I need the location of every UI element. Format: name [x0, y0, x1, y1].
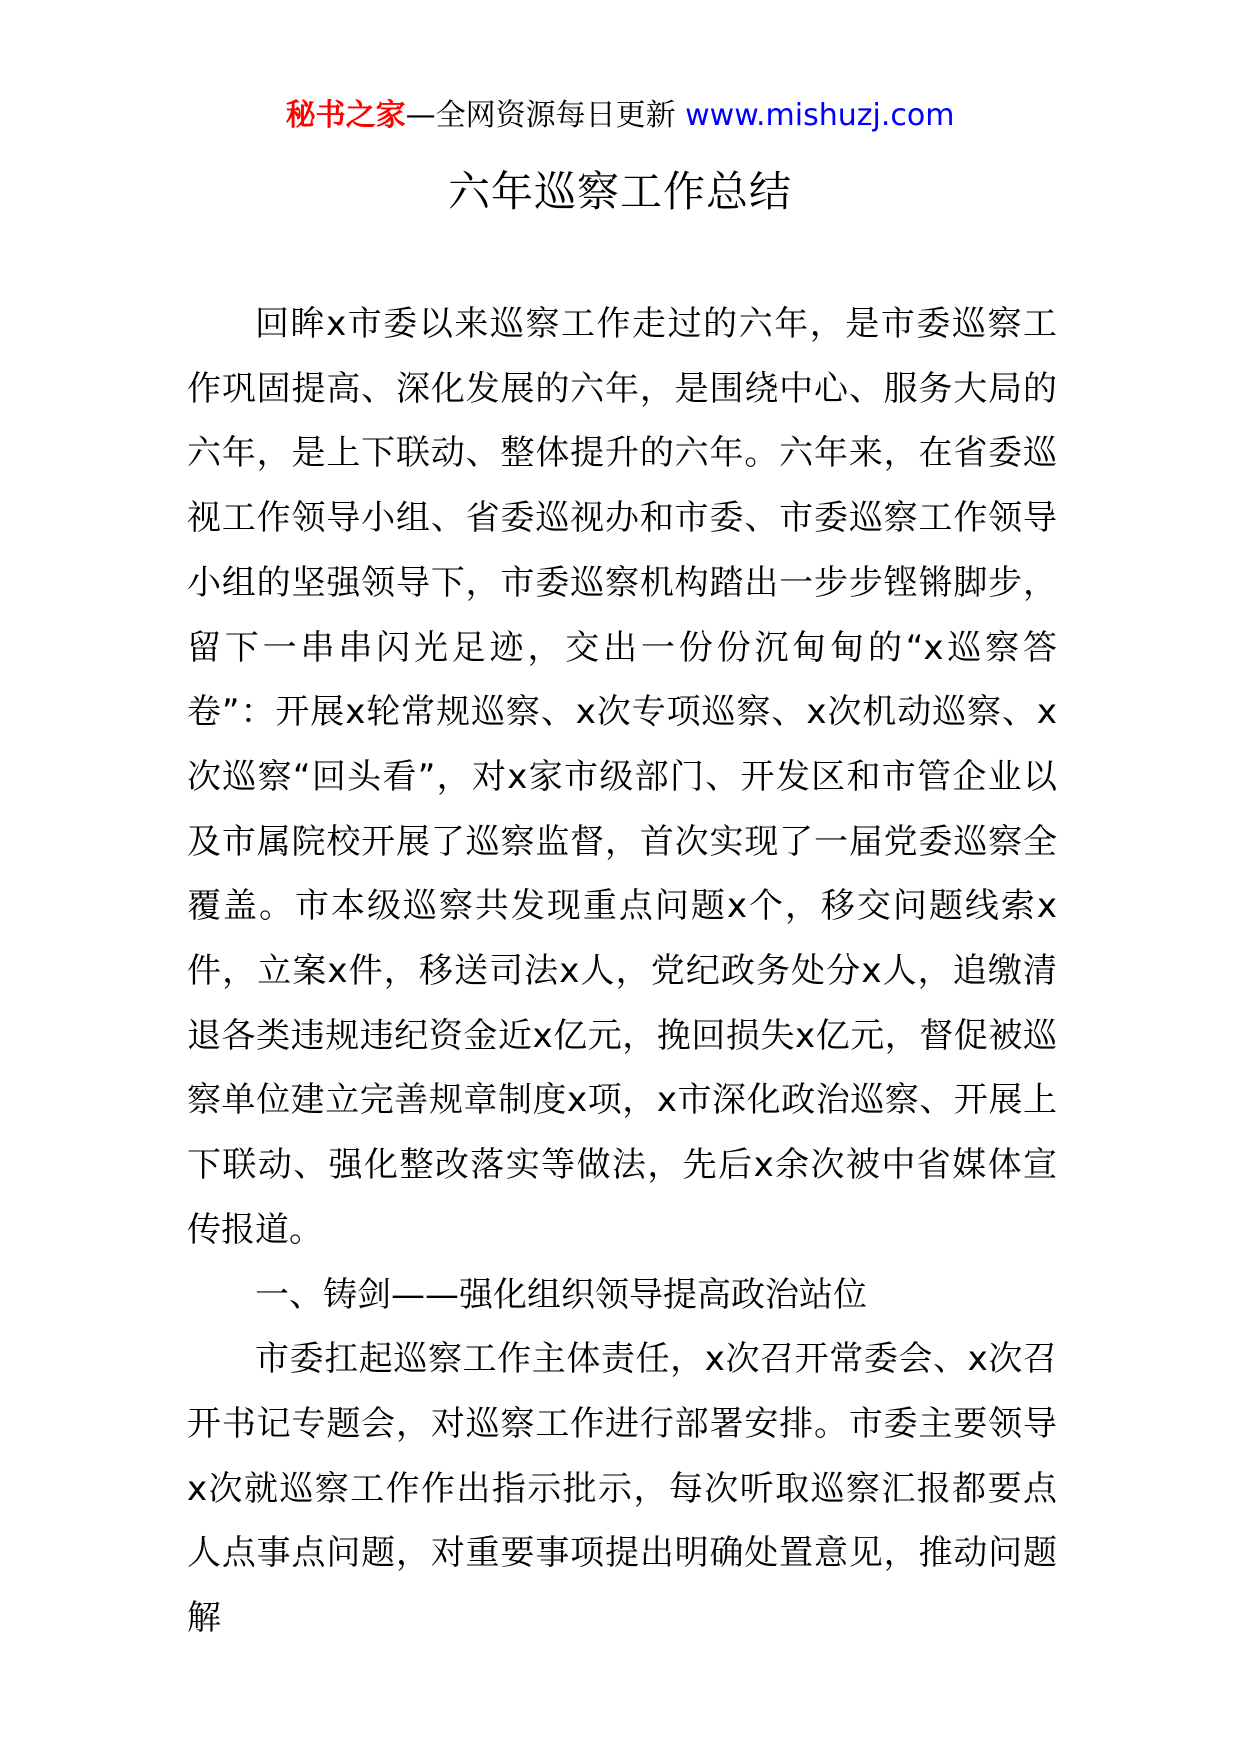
site-tagline: —全网资源每日更新	[405, 98, 686, 133]
document-title: 六年巡察工作总结	[447, 167, 792, 216]
body-paragraph: 市委扛起巡察工作主体责任，x次召开常委会、x次召开书记专题会，对巡察工作进行部署安排。市委主要领导x次就巡察工作作出指示批示，每次听取巡察汇报都要点人点事点问题，对重要事项提出明确处置意见，推动问题解	[187, 1339, 1057, 1639]
site-brand-name: 秘书之家	[285, 98, 406, 133]
section-heading: 一、铸剑——强化组织领导提高政治站位	[255, 1274, 867, 1315]
site-banner	[0, 96, 1240, 136]
document-body	[187, 292, 1057, 1651]
site-url: www.mishuzj.com	[685, 98, 955, 133]
intro-paragraph: 回眸x市委以来巡察工作走过的六年，是市委巡察工作巩固提高、深化发展的六年，是围绕中心、服务大局的六年，是上下联动、整体提升的六年。六年来，在省委巡视工作领导小组、省委巡视办和市委、市委巡察工作领导小组的坚强领导下，市委巡察机构踏出一步步铿锵脚步，留下一串串闪光足迹，交出一份份沉甸甸的“x巡察答卷”：开展x轮常规巡察、x次专项巡察、x次机动巡察、x次巡察“回头看”，对x家市级部门、开发区和市管企业以及市属院校开展了巡察监督，首次实现了一届党委巡察全覆盖。市本级巡察共发现重点问题x个，移交问题线索x件，立案x件，移送司法x人，党纪政务处分x人，追缴清退各类违规违纪资金近x亿元，挽回损失x亿元，督促被巡察单位建立完善规章制度x项，x市深化政治巡察、开展上下联动、强化整改落实等做法，先后x余次被中省媒体宣传报道。	[187, 304, 1057, 1250]
